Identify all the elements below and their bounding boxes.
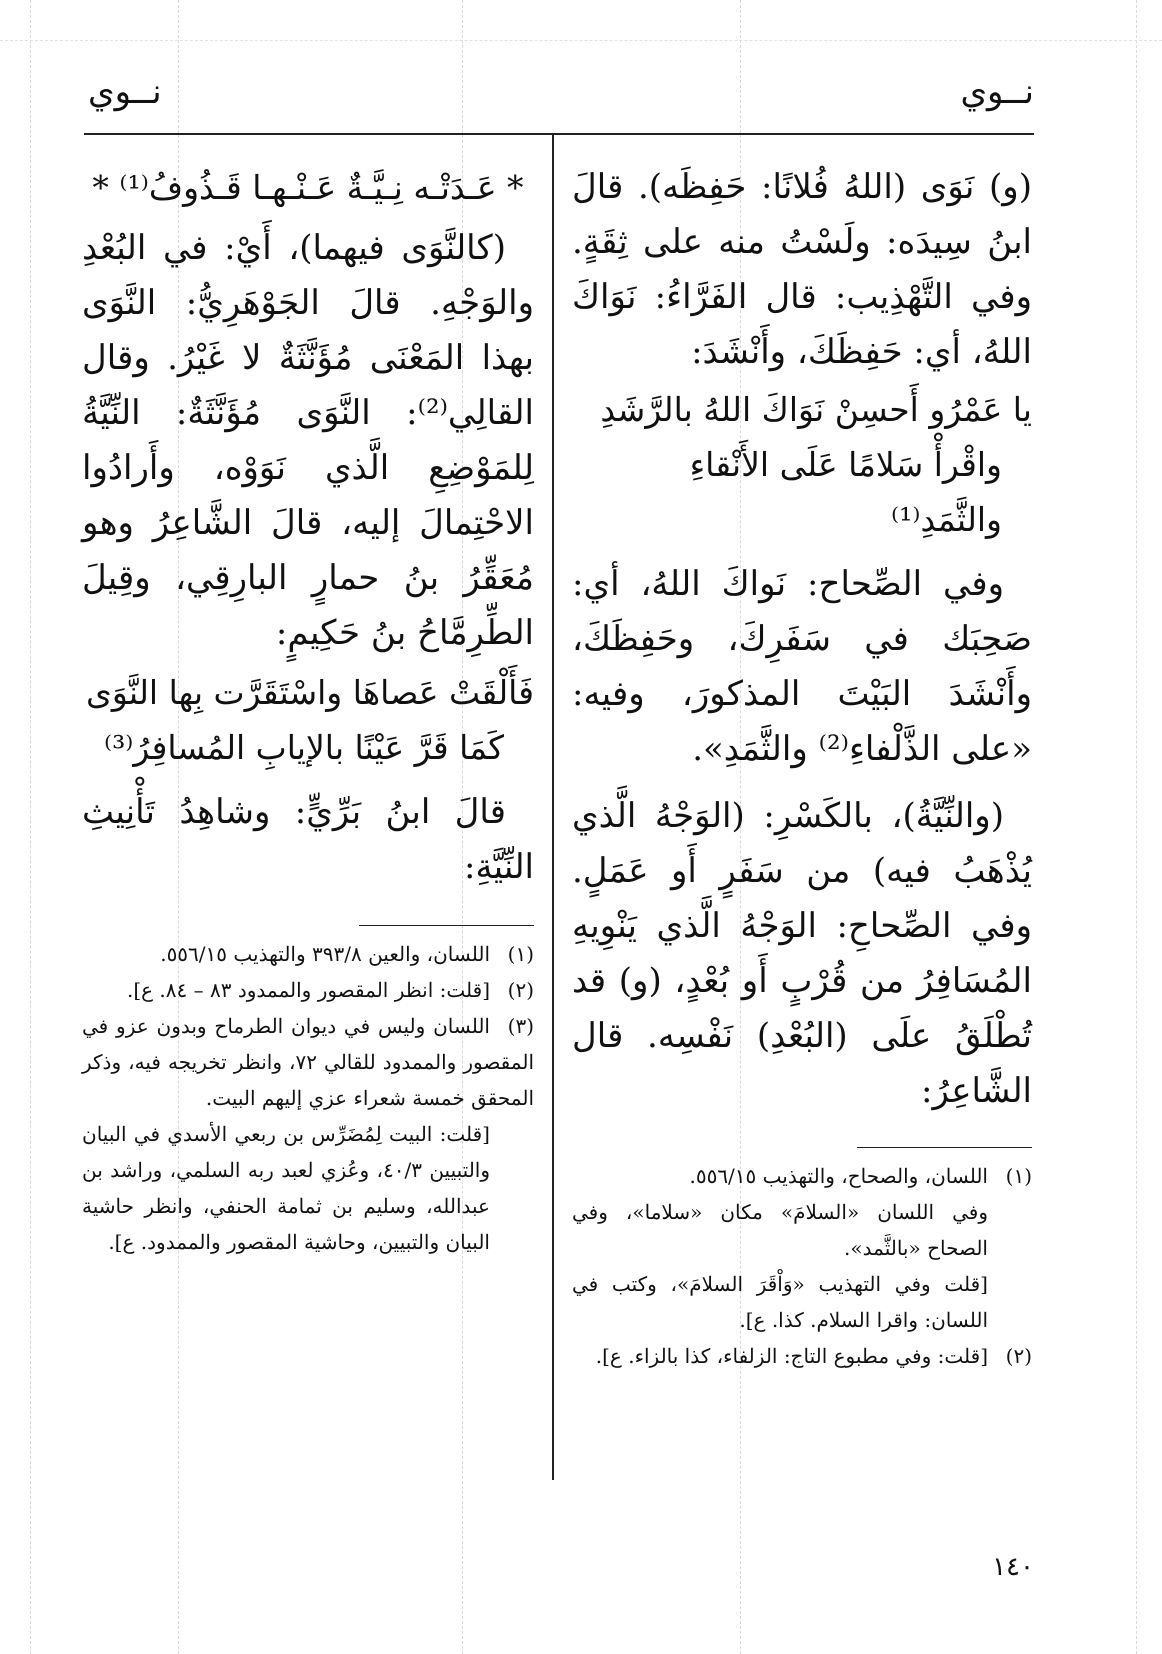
footnote-text: وفي اللسان «السلامَ» مكان «سلاما»، وفي الصحاح «بالثَّمد». bbox=[572, 1200, 988, 1260]
footnote bbox=[82, 972, 534, 1008]
footnote bbox=[572, 1194, 1032, 1266]
footnote bbox=[82, 1008, 534, 1116]
paragraph: (و) نَوَى (اللهُ فُلانًا: حَفِظَه). قالَ ابنُ سِيدَه: ولَسْتُ منه على ثِقَةٍ. وفي التَّهْذِيب: قال الفَرَّاءُ: نَوَاكَ اللهُ، أي: حَفِظَكَ، وأَنْشَدَ: bbox=[572, 167, 1032, 372]
footnote bbox=[82, 936, 534, 972]
footnotes bbox=[82, 936, 534, 1260]
header-right-title: نــوي bbox=[960, 72, 1034, 112]
footnote bbox=[572, 1338, 1032, 1374]
footnotes bbox=[572, 1158, 1032, 1374]
footnote-text: [قلت: وفي مطبوع التاج: الزلفاء، كذا بالزاء. ع]. bbox=[595, 1344, 988, 1368]
left-column bbox=[82, 160, 534, 1260]
paragraph: قالَ ابنُ بَرِّيٍّ: وشاهِدُ تَأْنِيثِ النِّيَّةِ: bbox=[82, 792, 534, 887]
footnote-text: اللسان، والعين ٣٩٣/٨ والتهذيب ٥٥٦/١٥. bbox=[160, 942, 490, 966]
paragraph: (كالنَّوَى فيهما)، أَيْ: في البُعْدِ والوَجْهِ. قالَ الجَوْهَرِيُّ: النَّوَى بهذا المَعْنَى مُؤَنَّثَةٌ لا غَيْرُ. وقال القالِي⁽²⁾: النَّوَى مُؤَنَّثَةٌ: النِّيَّةُ لِلمَوْضِعِ الَّذي نَوَوْه، وأَرادُوا الاحْتِمالَ إليه، قالَ الشَّاعِرُ وهو مُعَقِّرُ بنُ حمارٍ البارِقِي، وقِيلَ الطِّرِمَّاحُ بنُ حَكِيمٍ: bbox=[82, 228, 534, 653]
header-left-title: نــوي bbox=[88, 72, 162, 112]
verse-line: كَمَا قَرَّ عَيْنًا بالإيابِ المُسافِرُ⁽³⁾ bbox=[103, 728, 504, 767]
page-number: ١٤٠ bbox=[992, 1552, 1034, 1582]
guide-line bbox=[0, 40, 1162, 41]
guide-line bbox=[30, 0, 31, 1654]
right-column bbox=[572, 160, 1032, 1374]
paragraph: وفي الصِّحاح: نَواكَ اللهُ، أي: صَحِبَك في سَفَرِكَ، وحَفِظَكَ، وأَنْشَدَ البَيْتَ المذكورَ، وفيه: «على الذَّلْفاءِ⁽²⁾ والثَّمَدِ». bbox=[572, 564, 1032, 769]
header-rule bbox=[84, 133, 1034, 135]
footnote bbox=[82, 1116, 534, 1260]
footnote-text: [قلت وفي التهذيب «وَاْقَرَ السلامَ»، وكتب في اللسان: واقرا السلام. كذا. ع]. bbox=[572, 1272, 988, 1332]
footnote-text: [قلت: انظر المقصور والممدود ٨٣ – ٨٤. ع]. bbox=[126, 978, 490, 1002]
footnote-number: (١) bbox=[507, 942, 534, 966]
guide-line bbox=[1136, 0, 1137, 1654]
footnote-number: (٣) bbox=[507, 1014, 534, 1038]
footnote-number: (١) bbox=[1005, 1164, 1032, 1188]
footnote-text: اللسان، والصحاح، والتهذيب ٥٥٦/١٥. bbox=[689, 1164, 988, 1188]
footnote-separator bbox=[857, 1147, 1032, 1148]
verse-line: يا عَمْرُو أَحسِنْ نَوَاكَ اللهُ بالرَّشَدِ bbox=[600, 390, 1032, 429]
paragraph: (والنِّيَّةُ)، بالكَسْرِ: (الوَجْهُ الَّذي يُذْهَبُ فيه) من سَفَرٍ أَو عَمَلٍ. وفي الصِّحاحِ: الوَجْهُ الَّذي يَنْوِيهِ المُسَافِرُ من قُرْبٍ أَو بُعْدٍ، (و) قد تُطْلَقُ علَى (البُعْدِ) نَفْسِه. قال الشَّاعِرُ: bbox=[572, 796, 1032, 1111]
verse-line: فَأَلْقَتْ عَصاهَا واسْتَقَرَّت بِها النَّوَى bbox=[86, 673, 534, 712]
verse-line: * عَـدَتْـه نِـيَّـةٌ عَـنْـهـا قَـذُوفُ⁽¹⁾ * bbox=[92, 168, 524, 207]
footnote-number: (٢) bbox=[1005, 1344, 1032, 1368]
column-divider bbox=[552, 135, 554, 1480]
verse-line: واقْرأْ سَلامًا عَلَى الأَنْقاءِ والثَّمَدِ⁽¹⁾ bbox=[689, 445, 1002, 539]
footnote bbox=[572, 1158, 1032, 1194]
footnote bbox=[572, 1266, 1032, 1338]
footnote-number: (٢) bbox=[507, 978, 534, 1002]
footnote-text: [قلت: البيت لِمُضَرِّس بن ربعي الأسدي في البيان والتبيين ٤٠/٣، وعُزي لعبد ربه السلمي، وراشد بن عبدالله، وسليم بن ثمامة الحنفي، وانظر حاشية البيان والتبيين، وحاشية المقصور والممدود. ع]. bbox=[82, 1122, 491, 1254]
footnote-separator bbox=[359, 925, 534, 926]
footnote-text: اللسان وليس في ديوان الطرماح وبدون عزو في المقصور والممدود للقالي ٧٢، وانظر تخريجه فيه، وذكر المحقق خمسة شعراء عزي إليهم البيت. bbox=[82, 1014, 534, 1110]
